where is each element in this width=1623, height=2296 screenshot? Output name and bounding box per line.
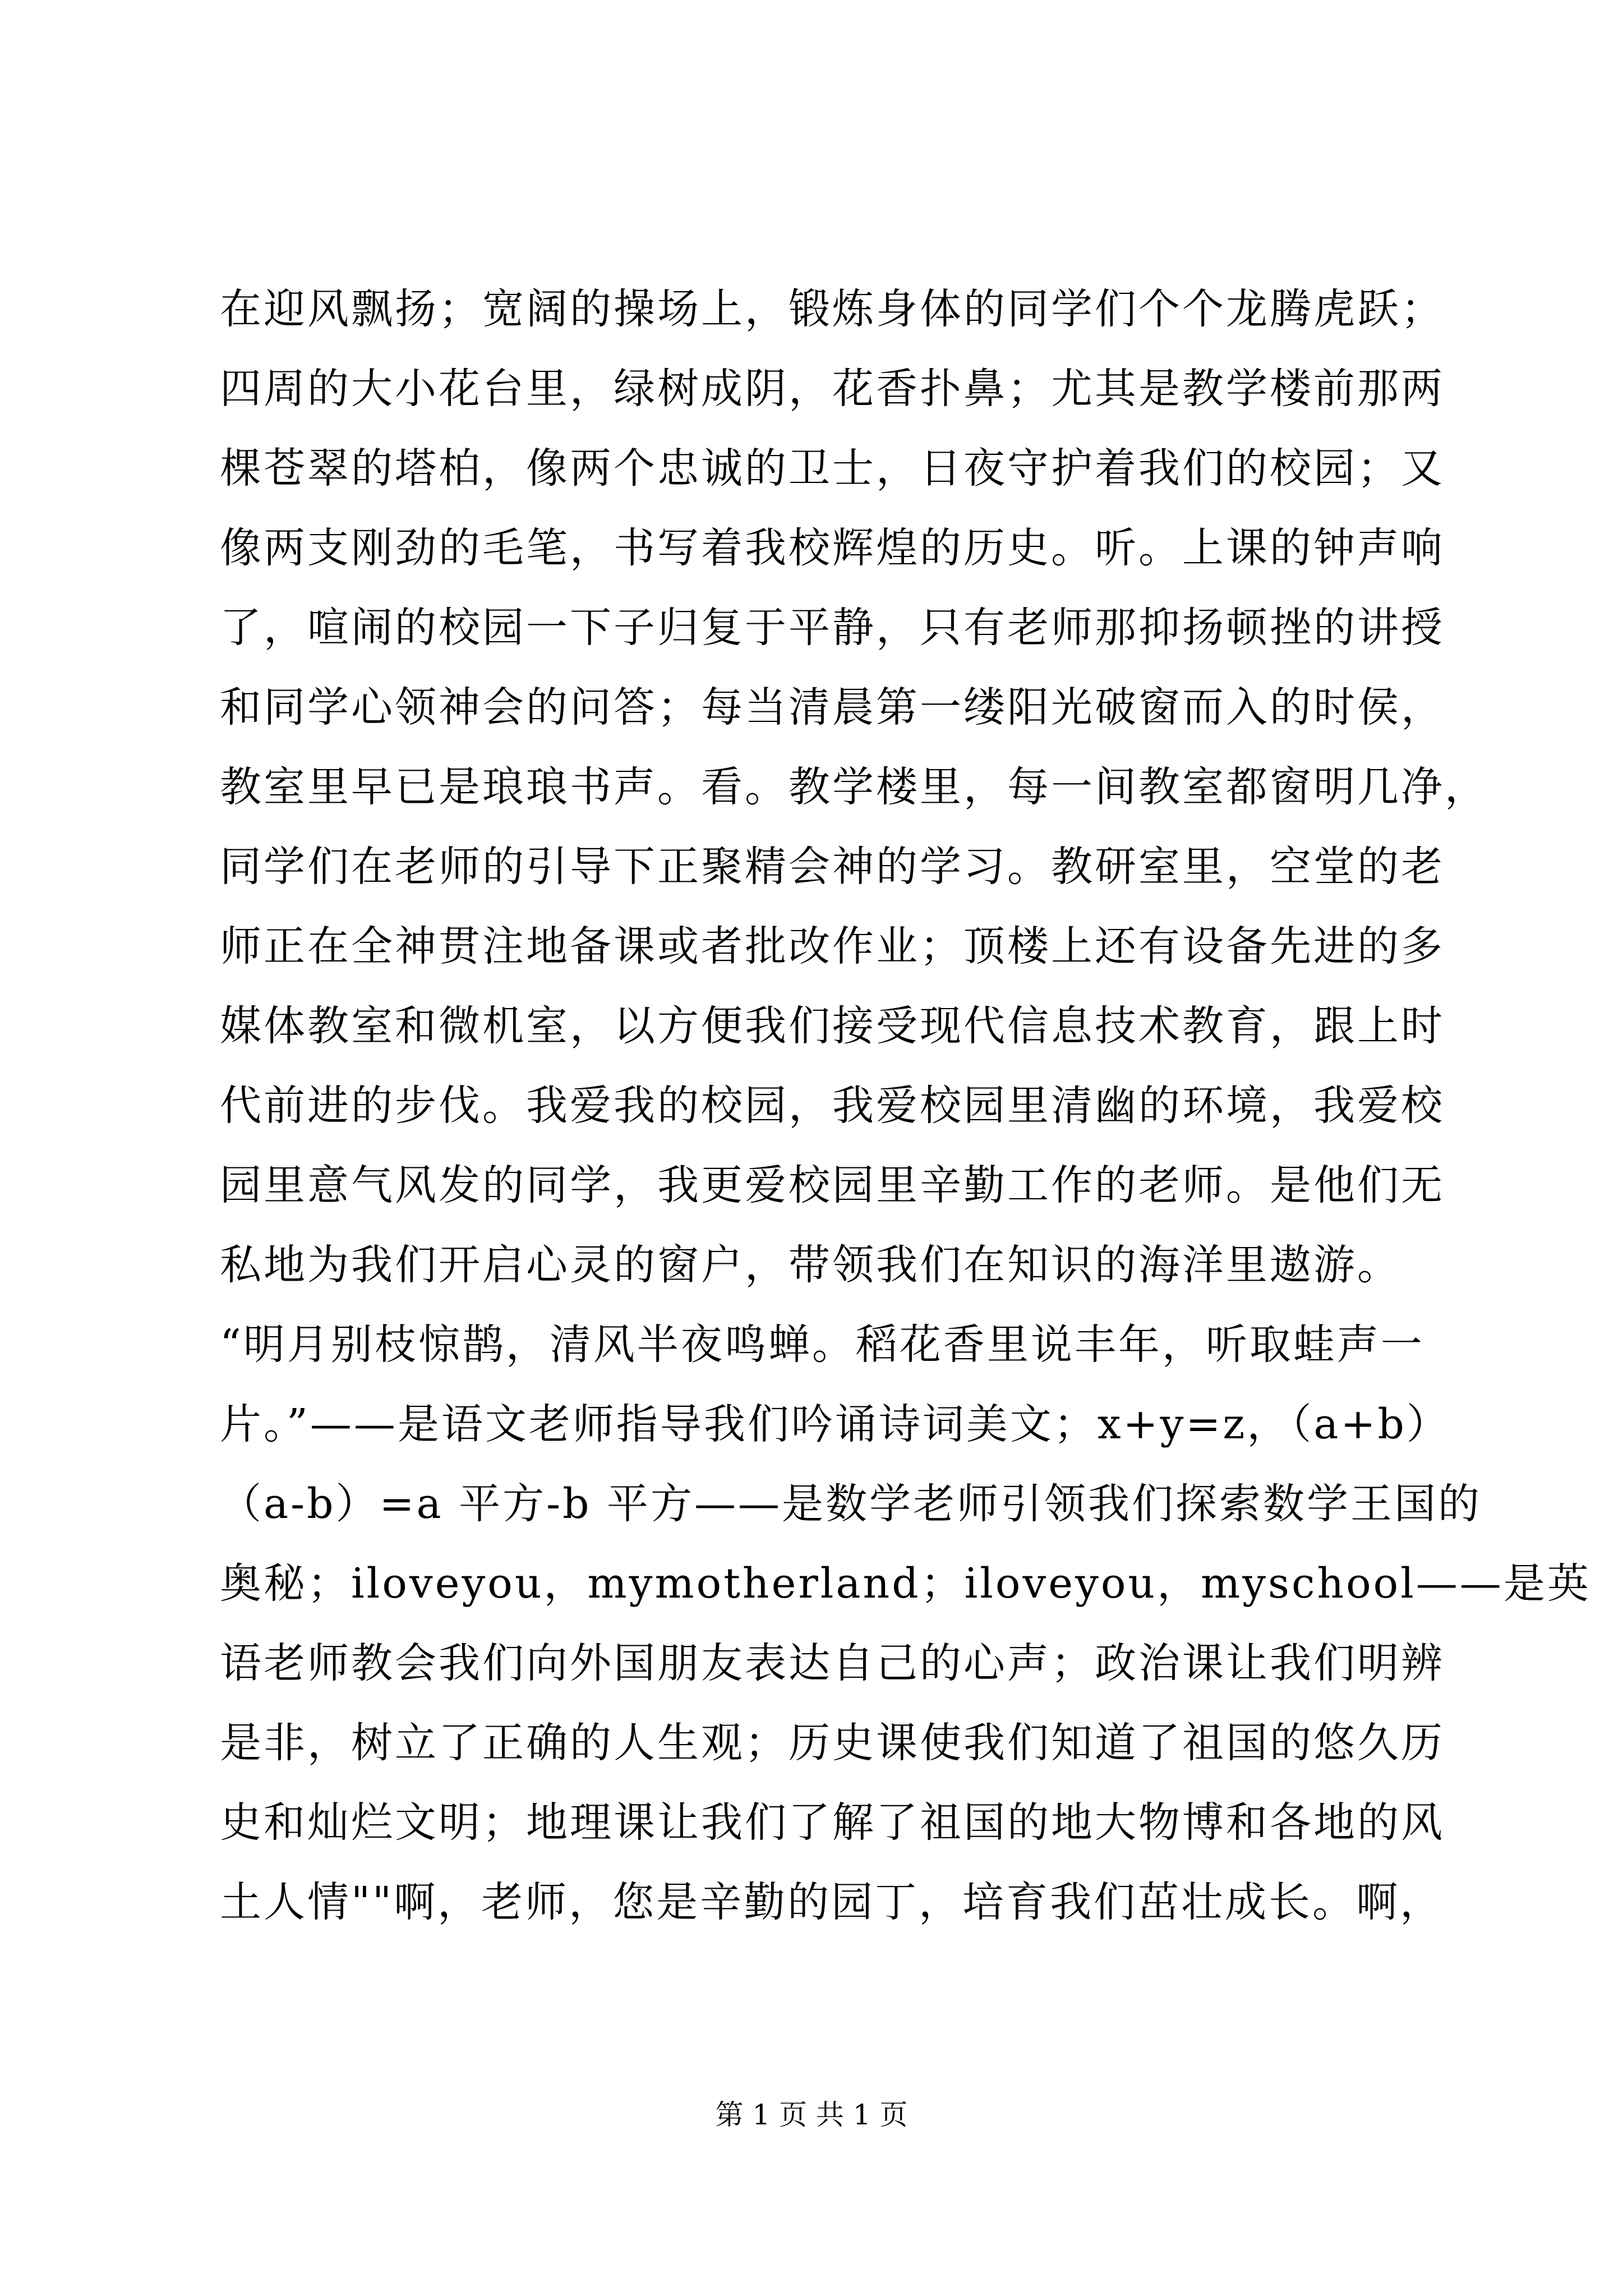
text-line: “明月别枝惊鹊，清风半夜鸣蝉。稻花香里说丰年，听取蛙声一 xyxy=(220,1320,1424,1369)
text-line: 媒体教室和微机室，以方便我们接受现代信息技术教育，跟上时 xyxy=(220,1002,1445,1050)
text-line: 代前进的步伐。我爱我的校园，我爱校园里清幽的环境，我爱校 xyxy=(220,1082,1445,1130)
text-line: 语老师教会我们向外国朋友表达自己的心声；政治课让我们明辨 xyxy=(220,1639,1445,1687)
text-line: 私地为我们开启心灵的窗户，带领我们在知识的海洋里遨游。 xyxy=(220,1241,1401,1289)
text-line: 四周的大小花台里，绿树成阴，花香扑鼻；尤其是教学楼前那两 xyxy=(220,365,1445,413)
text-line: 同学们在老师的引导下正聚精会神的学习。教研室里，空堂的老 xyxy=(220,843,1445,891)
text-line: 了，喧闹的校园一下子归复于平静，只有老师那抑扬顿挫的讲授 xyxy=(220,604,1445,652)
text-line: 是非，树立了正确的人生观；历史课使我们知道了祖国的悠久历 xyxy=(220,1719,1445,1767)
text-line: 在迎风飘扬；宽阔的操场上，锻炼身体的同学们个个龙腾虎跃； xyxy=(220,285,1445,333)
text-line: 奥秘；iloveyou，mymotherland；iloveyou，myschool——是英 xyxy=(220,1559,1591,1608)
text-line: 史和灿烂文明；地理课让我们了解了祖国的地大物博和各地的风 xyxy=(220,1798,1445,1847)
text-line: 棵苍翠的塔柏，像两个忠诚的卫士，日夜守护着我们的校园；又 xyxy=(220,444,1445,493)
text-line: 片。”——是语文老师指导我们吟诵诗词美文；x+y=z，（a+b） xyxy=(220,1400,1450,1448)
page-footer xyxy=(0,2095,1623,2134)
text-line: 像两支刚劲的毛笔，书写着我校辉煌的历史。听。上课的钟声响 xyxy=(220,524,1445,572)
text-line: 园里意气风发的同学，我更爱校园里辛勤工作的老师。是他们无 xyxy=(220,1161,1445,1209)
page-number: 第 1 页 共 1 页 xyxy=(715,2099,908,2131)
text-line: 教室里早已是琅琅书声。看。教学楼里，每一间教室都窗明几净， xyxy=(220,763,1488,811)
body-text xyxy=(220,269,1591,1942)
text-line: 师正在全神贯注地备课或者批改作业；顶楼上还有设备先进的多 xyxy=(220,922,1445,970)
text-line: （a-b）=a 平方-b 平方——是数学老师引领我们探索数学王国的 xyxy=(220,1480,1482,1528)
text-line: 土人情""啊，老师，您是辛勤的园丁，培育我们茁壮成长。啊， xyxy=(220,1878,1444,1926)
text-line: 和同学心领神会的问答；每当清晨第一缕阳光破窗而入的时侯， xyxy=(220,683,1445,731)
